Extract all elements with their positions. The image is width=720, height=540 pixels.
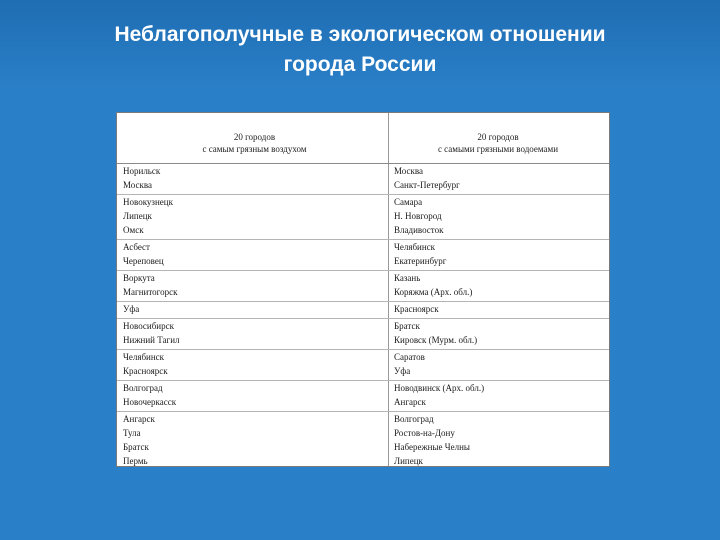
city-name: Коряжма (Арх. обл.) <box>394 287 473 297</box>
city-name: Норильск <box>123 166 161 176</box>
header-water-pollution <box>389 131 607 155</box>
air-cities-cell <box>123 302 139 316</box>
city-name: Новочеркасск <box>123 397 177 407</box>
city-name: Новосибирск <box>123 321 174 331</box>
table-row <box>117 349 609 380</box>
city-name: Волгоград <box>394 414 434 424</box>
slide-title-line-2: города России <box>283 53 437 76</box>
city-name: Челябинск <box>123 352 165 362</box>
city-name: Челябинск <box>394 242 436 252</box>
city-name: Братск <box>394 321 420 331</box>
city-name: Новокузнецк <box>123 197 173 207</box>
city-name: Братск <box>123 442 149 452</box>
city-name: Красноярск <box>394 304 439 314</box>
city-name: Новодвинск (Арх. обл.) <box>394 383 485 393</box>
city-name: Липецк <box>394 456 423 466</box>
table-body <box>117 163 609 470</box>
city-name: Череповец <box>123 256 164 266</box>
city-name: Липецк <box>123 211 152 221</box>
slide-title-line-1: Неблагополучные в экологическом отношении <box>114 23 606 46</box>
slide-title <box>40 20 680 80</box>
city-name: Нижний Тагил <box>123 335 180 345</box>
city-name: Набережные Челны <box>394 442 470 452</box>
cities-table <box>116 112 610 467</box>
city-name: Воркута <box>123 273 155 283</box>
header-air-line-2: с самым грязным воздухом <box>202 144 307 154</box>
table-row <box>117 318 609 349</box>
table-row <box>117 380 609 411</box>
air-cities-cell <box>123 319 180 347</box>
city-name: Самара <box>394 197 423 207</box>
water-cities-cell <box>394 271 472 299</box>
city-name: Владивосток <box>394 225 444 235</box>
city-name: Омск <box>123 225 144 235</box>
city-name: Кировск (Мурм. обл.) <box>394 335 478 345</box>
air-cities-cell <box>123 271 177 299</box>
city-name: Уфа <box>123 304 140 314</box>
water-cities-cell <box>394 412 470 468</box>
air-cities-cell <box>123 164 160 192</box>
water-cities-cell <box>394 319 477 347</box>
table-row <box>117 239 609 270</box>
city-name: Казань <box>394 273 421 283</box>
water-cities-cell <box>394 195 443 237</box>
water-cities-cell <box>394 240 446 268</box>
water-cities-cell <box>394 350 425 378</box>
header-water-line-2: с самыми грязными водоемами <box>437 144 559 154</box>
city-name: Санкт-Петербург <box>394 180 460 190</box>
city-name: Екатеринбург <box>394 256 447 266</box>
table-row <box>117 301 609 318</box>
air-cities-cell <box>123 381 176 409</box>
air-cities-cell <box>123 195 173 237</box>
city-name: Асбест <box>123 242 150 252</box>
table-row <box>117 194 609 239</box>
water-cities-cell <box>394 164 460 192</box>
city-name: Пермь <box>123 456 148 466</box>
city-name: Волгоград <box>123 383 163 393</box>
city-name: Саратов <box>394 352 425 362</box>
city-name: Ростов-на-Дону <box>394 428 455 438</box>
slide-header <box>0 0 720 92</box>
header-air-line-1: 20 городов <box>233 132 276 142</box>
header-water-line-1: 20 городов <box>477 132 519 142</box>
city-name: Москва <box>123 180 152 190</box>
city-name: Ангарск <box>123 414 155 424</box>
city-name: Тула <box>123 428 141 438</box>
air-cities-cell <box>123 350 168 378</box>
table-row <box>117 163 609 194</box>
city-name: Уфа <box>394 366 411 376</box>
city-name: Магнитогорск <box>123 287 178 297</box>
table-row <box>117 270 609 301</box>
city-name: Ангарск <box>394 397 426 407</box>
header-air-pollution <box>121 131 388 155</box>
water-cities-cell <box>394 302 439 316</box>
air-cities-cell <box>123 412 155 468</box>
water-cities-cell <box>394 381 484 409</box>
city-name: Н. Новгород <box>394 211 442 221</box>
table-row <box>117 411 609 470</box>
air-cities-cell <box>123 240 164 268</box>
city-name: Красноярск <box>123 366 168 376</box>
city-name: Москва <box>394 166 423 176</box>
